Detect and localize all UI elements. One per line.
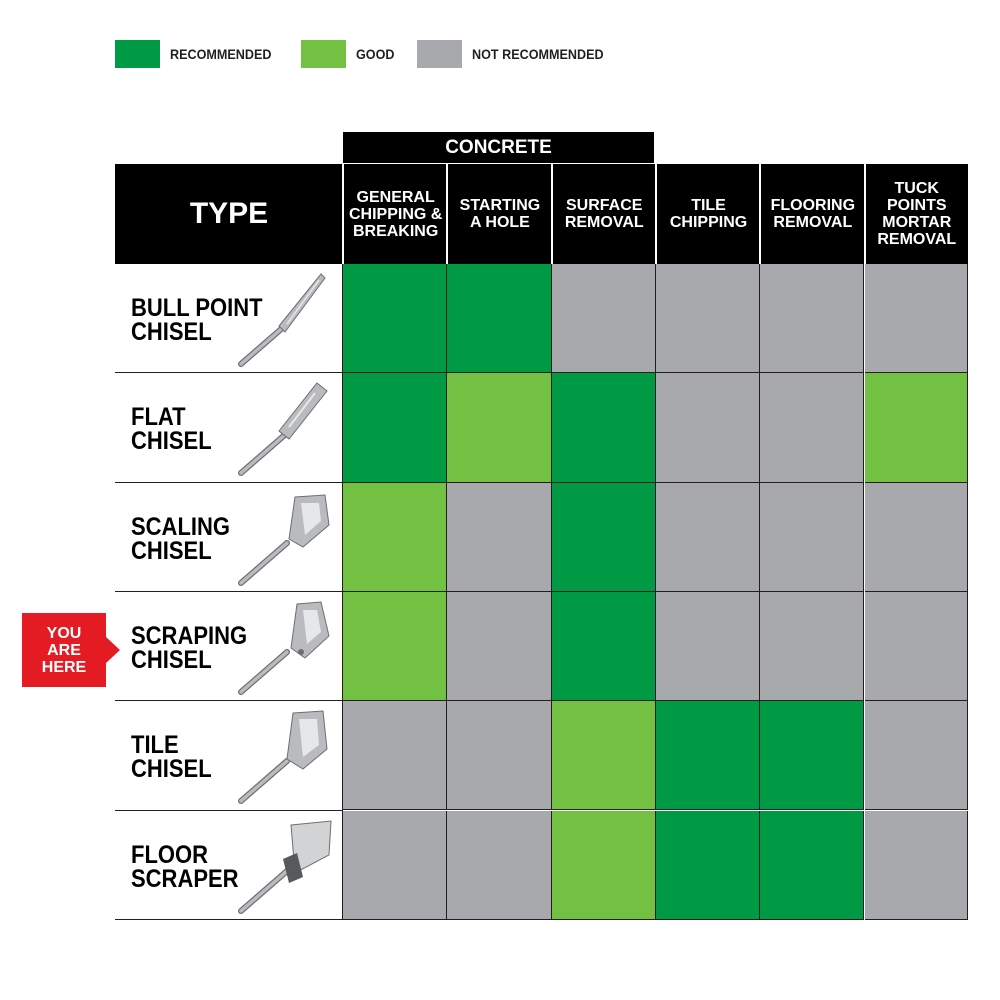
legend-swatch-good [301, 40, 346, 68]
cell-good [865, 373, 969, 482]
cell-not-recommended [865, 483, 969, 592]
floor-scraper-icon [233, 819, 333, 915]
group-header-concrete: CONCRETE [343, 132, 654, 163]
cell-recommended [760, 701, 864, 810]
row-label-4 [115, 701, 343, 811]
column-header-3: TILE CHIPPING [655, 164, 760, 264]
scraping-chisel-icon [233, 600, 333, 696]
column-header-1: STARTING A HOLE [446, 164, 551, 264]
cell-recommended [552, 483, 656, 592]
legend-item-recommended [115, 40, 283, 68]
column-header-2: SURFACE REMOVAL [551, 164, 656, 264]
bull-point-chisel-icon [233, 272, 333, 368]
row-label-3 [115, 592, 343, 702]
you-are-here-badge: YOU ARE HERE [22, 613, 106, 687]
cell-good [343, 483, 447, 592]
legend-swatch-recommended [115, 40, 160, 68]
cell-recommended [447, 264, 551, 373]
cell-not-recommended [760, 373, 864, 482]
cell-not-recommended [343, 811, 447, 920]
cell-not-recommended [865, 264, 969, 373]
row-header-type: TYPE [115, 164, 343, 264]
tile-chisel-icon [233, 709, 333, 805]
cell-not-recommended [447, 483, 551, 592]
legend-label-good: GOOD [355, 46, 395, 62]
row-label-1 [115, 373, 343, 483]
cell-not-recommended [656, 264, 760, 373]
cell-good [552, 701, 656, 810]
cell-not-recommended [865, 701, 969, 810]
cell-good [343, 592, 447, 701]
row-name: TILE CHISEL [131, 731, 212, 784]
cell-not-recommended [656, 483, 760, 592]
cell-not-recommended [656, 373, 760, 482]
row-label-5 [115, 811, 343, 921]
cell-recommended [552, 592, 656, 701]
column-header-0: GENERAL CHIPPING & BREAKING [342, 164, 447, 264]
legend-label-recommended: RECOMMENDED [170, 46, 272, 62]
row-divider [115, 919, 343, 920]
cell-not-recommended [760, 264, 864, 373]
column-header-5: TUCK POINTS MORTAR REMOVAL [864, 164, 969, 264]
row-label-2 [115, 483, 343, 593]
legend-swatch-not-recommended [417, 40, 462, 68]
cell-recommended [343, 373, 447, 482]
scaling-chisel-icon [233, 491, 333, 587]
flat-chisel-icon [233, 381, 333, 477]
cell-not-recommended [447, 592, 551, 701]
cell-not-recommended [865, 592, 969, 701]
cell-recommended [760, 811, 864, 920]
legend-item-not-recommended [417, 40, 618, 68]
cell-not-recommended [343, 701, 447, 810]
cell-recommended [552, 373, 656, 482]
cell-not-recommended [447, 701, 551, 810]
legend-item-good [301, 40, 399, 68]
cell-not-recommended [447, 811, 551, 920]
legend-label-not-recommended: NOT RECOMMENDED [471, 46, 604, 62]
cell-not-recommended [760, 483, 864, 592]
row-name: BULL POINT CHISEL [131, 294, 263, 346]
you-are-here-arrow [106, 637, 120, 663]
cell-recommended [656, 811, 760, 920]
row-name: FLAT CHISEL [131, 403, 212, 456]
row-label-0 [115, 264, 343, 374]
row-name: SCRAPING CHISEL [131, 621, 248, 674]
cell-recommended [343, 264, 447, 373]
cell-not-recommended [656, 592, 760, 701]
column-header-4: FLOORING REMOVAL [759, 164, 864, 264]
cell-recommended [656, 701, 760, 810]
row-name: FLOOR SCRAPER [131, 840, 239, 893]
legend [115, 40, 636, 68]
cell-not-recommended [865, 811, 969, 920]
cell-not-recommended [760, 592, 864, 701]
cell-good [552, 811, 656, 920]
cell-not-recommended [552, 264, 656, 373]
cell-good [447, 373, 551, 482]
row-name: SCALING CHISEL [131, 512, 230, 565]
